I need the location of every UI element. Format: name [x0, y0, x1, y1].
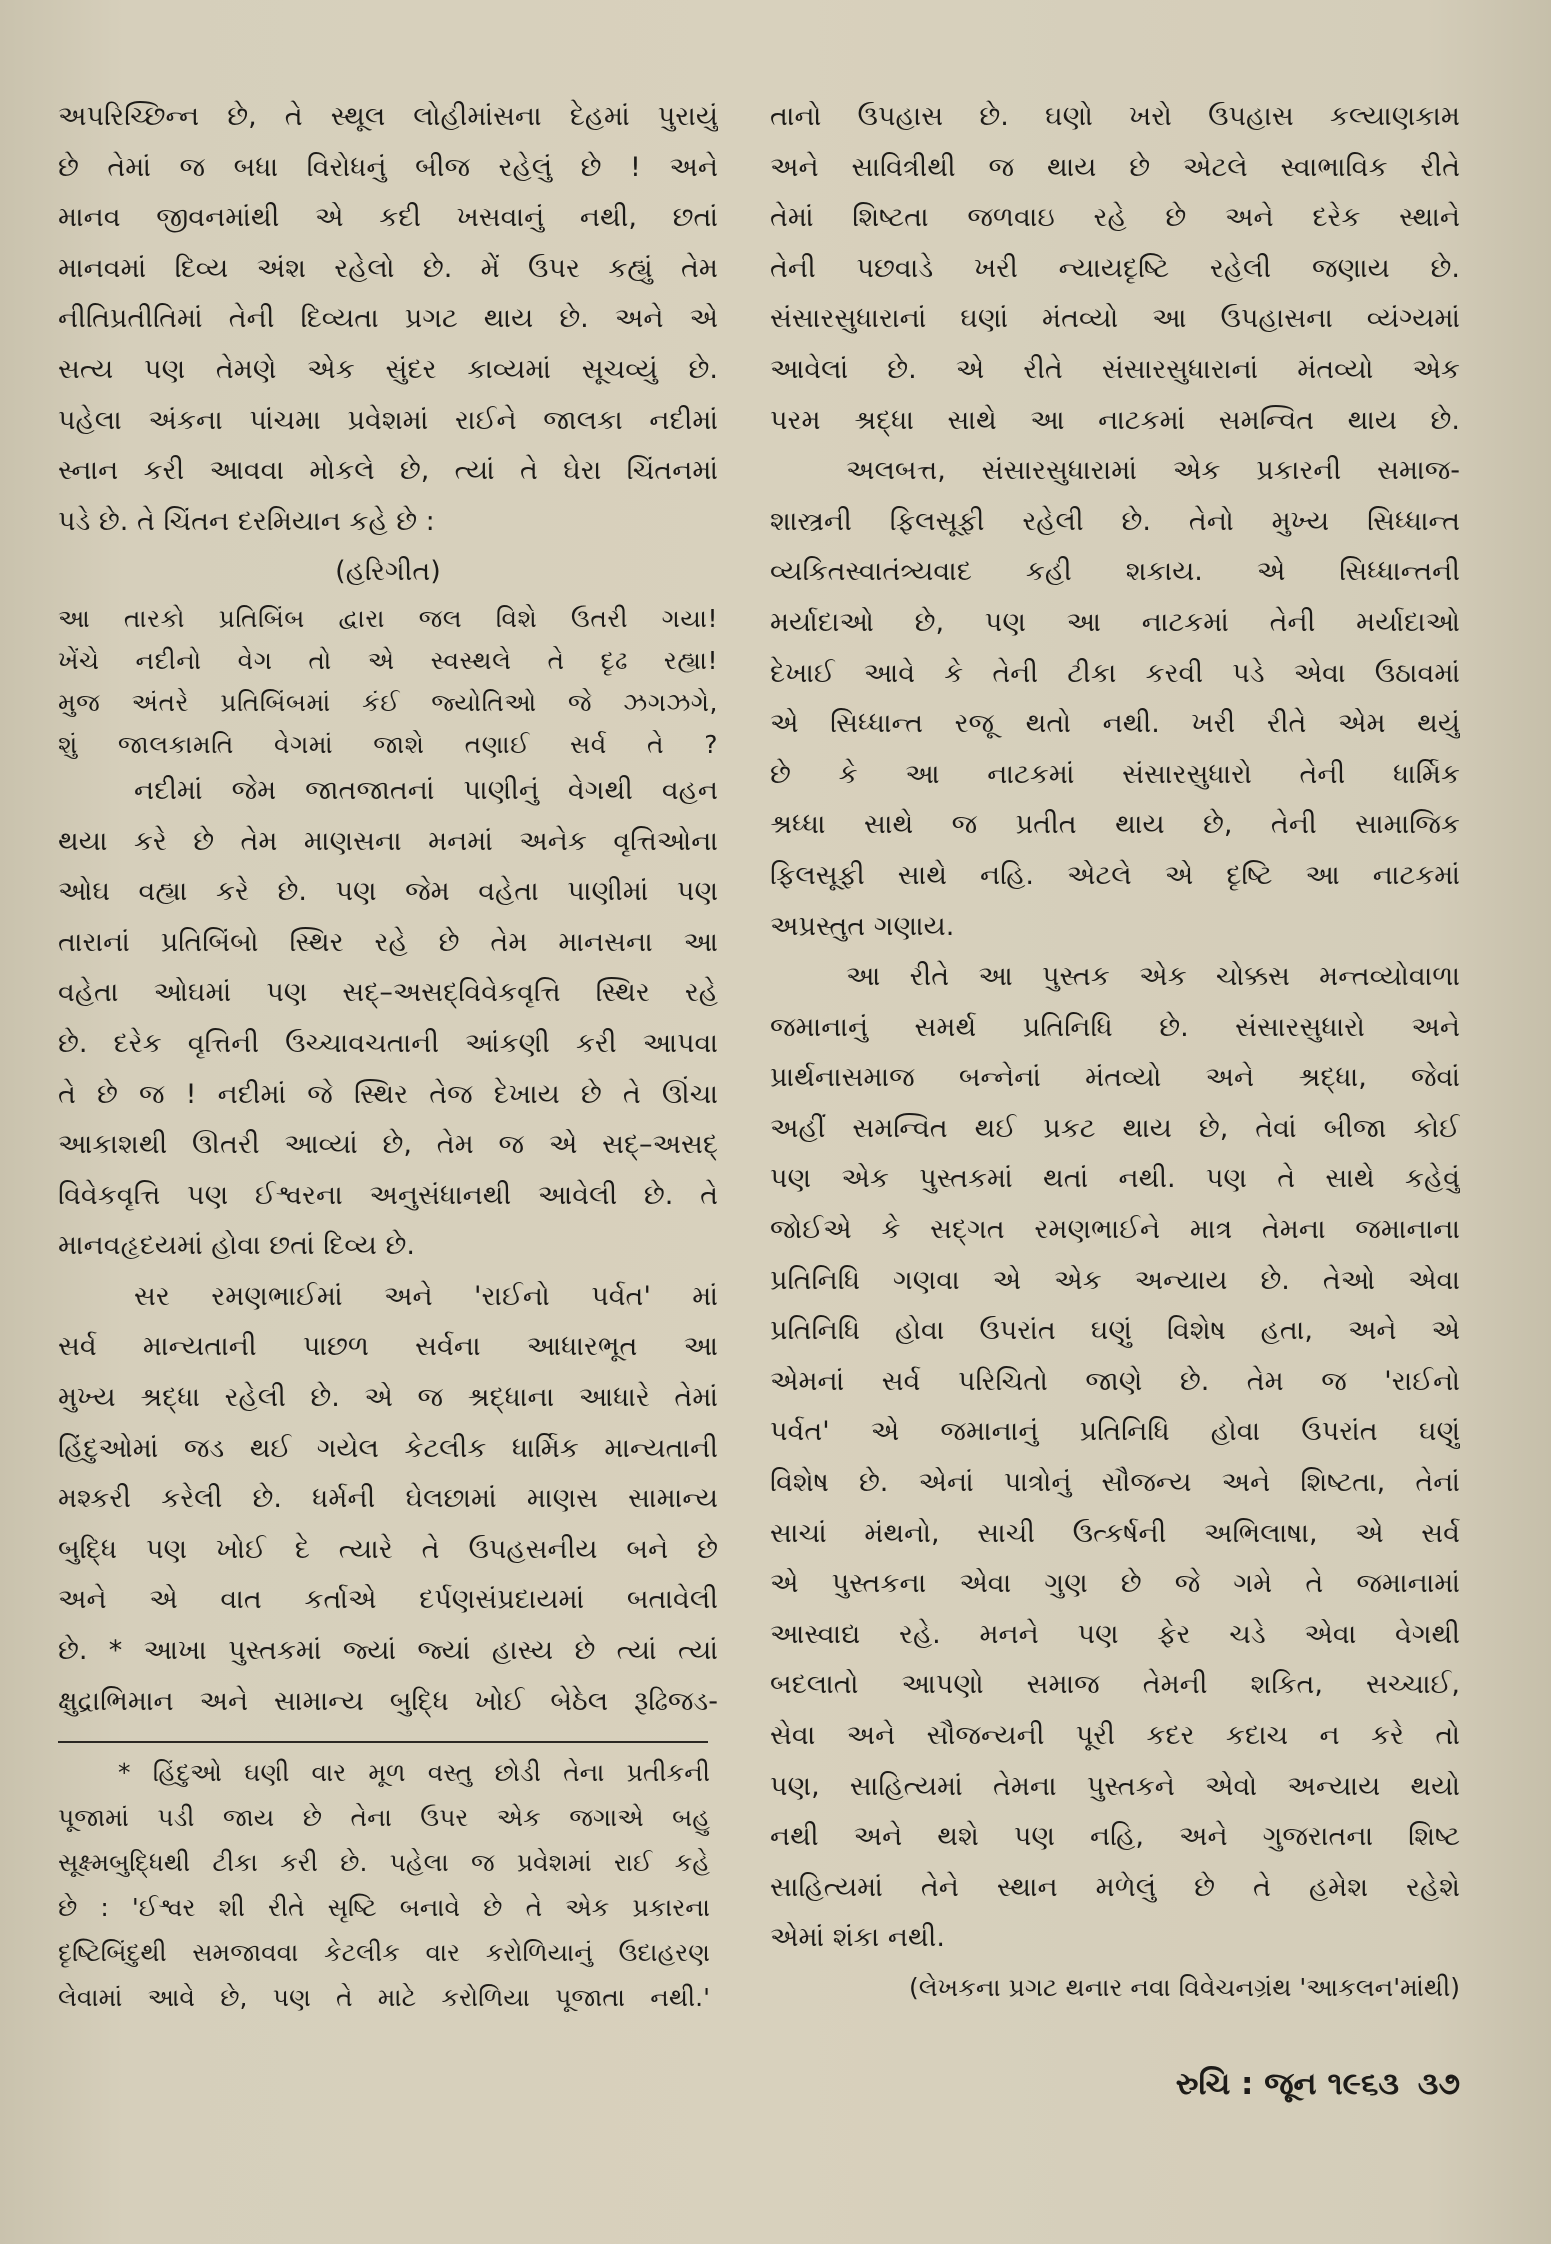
text-line: તેની પછવાડે ખરી ન્યાયદૃષ્ટિ રહેલી જણાય છે. [770, 252, 1460, 284]
text-line: સ્નાન કરી આવવા મોકલે છે, ત્યાં તે ઘેરા ચિંતનમાં [58, 455, 718, 487]
text-line: નથી અને થશે પણ નહિ, અને ગુજરાતના શિષ્ટ [770, 1821, 1460, 1853]
text-line: શ્રધ્ધા સાથે જ પ્રતીત થાય છે, તેની સામાજિક [770, 809, 1460, 841]
text-line: પ્રાર્થનાસમાજ બન્નેનાં મંતવ્યો અને શ્રદ્ધા, જેવાં [770, 1062, 1460, 1094]
text-line: સર્વ માન્યતાની પાછળ સર્વના આધારભૂત આ [58, 1331, 718, 1363]
text-line: છે તેમાં જ બધા વિરોધનું બીજ રહેલું છે ! અને [58, 151, 718, 183]
text-line: માનવ જીવનમાંથી એ કદી ખસવાનું નથી, છતાં [58, 202, 718, 234]
footnote-line: લેવામાં આવે છે, પણ તે માટે કરોળિયા પૂજાતા નથી.' [58, 1983, 710, 2012]
text-line: પર્વત' એ જમાનાનું પ્રતિનિધિ હોવા ઉપરાંત ઘણું [770, 1416, 1460, 1448]
text-line: પણ, સાહિત્યમાં તેમના પુસ્તકને એવો અન્યાય થયો [770, 1770, 1460, 1802]
verse-line: શું જાલકામતિ વેગમાં જાશે તણાઈ સર્વ તે ? [58, 729, 718, 759]
text-line: ઓઘ વહ્યા કરે છે. પણ જેમ વહેતા પાણીમાં પણ [58, 876, 718, 908]
text-line: તારાનાં પ્રતિબિંબો સ્થિર રહે છે તેમ માનસના આ [58, 926, 718, 958]
text-line: સેવા અને સૌજન્યની પૂરી કદર કદાચ ન કરે તો [770, 1720, 1460, 1751]
magazine-issue: રુચિ : જૂન ૧૯૬૩ [1175, 2066, 1399, 2102]
text-line: અલબત્ત, સંસારસુધારામાં એક પ્રકારની સમાજ- [846, 455, 1460, 487]
text-line: જમાનાનું સમર્થ પ્રતિનિધિ છે. સંસારસુધારો અને [770, 1011, 1460, 1043]
paragraph-4 [770, 92, 1460, 446]
text-line: જોઈએ કે સદ્‌ગત રમણભાઈને માત્ર તેમના જમાનાના [770, 1214, 1460, 1246]
text-line: અને સાવિત્રીથી જ થાય છે એટલે સ્વાભાવિક રીતે [770, 151, 1460, 183]
paragraph-2 [58, 766, 718, 1272]
text-line: બદલાતો આપણો સમાજ તેમની શકિત, સચ્ચાઈ, [770, 1669, 1460, 1701]
verse-line: આ તારકો પ્રતિબિંબ દ્વારા જલ વિશે ઉતરી ગયા! [58, 603, 718, 633]
text-line: એ પુસ્તકના એવા ગુણ છે જે ગમે તે જમાનામાં [770, 1568, 1460, 1600]
text-line: મર્યાદાઓ છે, પણ આ નાટકમાં તેની મર્યાદાઓ [770, 606, 1460, 638]
text-line: થયા કરે છે તેમ માણસના મનમાં અનેક વૃત્તિઓના [58, 825, 718, 857]
text-line: એ સિધ્ધાન્ત રજૂ થતો નથી. ખરી રીતે એમ થયું [770, 708, 1460, 740]
verse-line: મુજ અંતરે પ્રતિબિંબમાં કંઈ જ્યોતિઓ જે ઝગઝગે, [58, 687, 718, 717]
footnote-line: દૃષ્ટિબિંદુથી સમજાવવા કેટલીક વાર કરોળિયાનું ઉદાહરણ [58, 1938, 710, 1967]
paragraph-6 [770, 952, 1460, 1964]
text-line: આસ્વાદ્ય રહે. મનને પણ ફેર ચડે એવા વેગથી [770, 1618, 1460, 1650]
text-line: એમનાં સર્વ પરિચિતો જાણે છે. તેમ જ 'રાઈનો [770, 1365, 1460, 1397]
meter-label: (હરિગીત) [335, 556, 441, 588]
text-line: પડે છે. તે ચિંતન દરમિયાન કહે છે : [58, 505, 435, 537]
text-line: સર રમણભાઈમાં અને 'રાઈનો પર્વત' માં [134, 1280, 718, 1312]
footnote-divider [58, 1741, 708, 1743]
text-line: સાચાં મંથનો, સાચી ઉત્કર્ષની અભિલાષા, એ સર્વ [770, 1517, 1460, 1549]
text-line: વ્યકિતસ્વાતંત્ર્યવાદ કહી શકાય. એ સિધ્ધાન્તની [770, 556, 1460, 588]
text-line: તેમાં શિષ્ટતા જળવાઇ રહે છે અને દરેક સ્થાને [770, 202, 1460, 234]
paragraph-5 [770, 446, 1460, 952]
text-line: નીતિપ્રતીતિમાં તેની દિવ્યતા પ્રગટ થાય છે. અને એ [58, 303, 718, 335]
text-line: વિશેષ છે. એનાં પાત્રોનું સૌજન્ય અને શિષ્ટતા, તેનાં [770, 1467, 1460, 1499]
text-line: અને એ વાત કર્તાએ દર્પણસંપ્રદાયમાં બતાવેલી [58, 1584, 718, 1616]
footnote-line: છે : 'ઈશ્વર શી રીતે સૃષ્ટિ બનાવે છે તે એક પ્રકારના [58, 1893, 710, 1922]
text-line: વિવેકવૃત્તિ પણ ઈશ્વરના અનુસંધાનથી આવેલી છે. તે [58, 1179, 718, 1211]
text-line: માનવહૃદયમાં હોવા છતાં દિવ્ય છે. [58, 1230, 415, 1262]
text-line: દેખાઈ આવે કે તેની ટીકા કરવી પડે એવા ઉઠાવમાં [770, 657, 1460, 689]
text-line: બુદ્ધિ પણ ખોઈ દે ત્યારે તે ઉપહસનીય બને છે [58, 1533, 718, 1565]
text-line: મશ્કરી કરેલી છે. ધર્મની ઘેલછામાં માણસ સામાન્ય [58, 1483, 718, 1515]
text-line: આવેલાં છે. એ રીતે સંસારસુધારાનાં મંતવ્યો એક [770, 353, 1460, 385]
text-line: સંસારસુધારાનાં ઘણાં મંતવ્યો આ ઉપહાસના વ્યંગ્યમાં [770, 303, 1460, 335]
text-line: શાસ્ત્રની ફિલસૂફી રહેલી છે. તેનો મુખ્ય સિધ્ધાન્ત [770, 505, 1460, 537]
text-line: પણ એક પુસ્તકમાં થતાં નથી. પણ તે સાથે કહેવું [770, 1163, 1460, 1195]
text-line: ફિલસૂફી સાથે નહિ. એટલે એ દૃષ્ટિ આ નાટકમાં [770, 859, 1460, 891]
text-line: અપ્રસ્તુત ગણાય. [770, 910, 955, 942]
right-column [770, 92, 1460, 1964]
text-line: પ્રતિનિધિ ગણવા એ એક અન્યાય છે. તેઓ એવા [770, 1264, 1460, 1296]
source-note: (લેખકના પ્રગટ થનાર નવા વિવેચનગ્રંથ 'આકલન'માંથી) [909, 1973, 1460, 2002]
text-line: અપરિચ્છિન્ન છે, તે સ્થૂલ લોહીમાંસના દેહમાં પુરાયું [58, 101, 718, 132]
text-line: સત્ય પણ તેમણે એક સુંદર કાવ્યમાં સૂચવ્યું છે. [58, 353, 718, 385]
text-line: તે છે જ ! નદીમાં જે સ્થિર તેજ દેખાય છે તે ઊંચા [58, 1078, 718, 1110]
text-line: ક્ષુદ્રાભિમાન અને સામાન્ય બુદ્ધિ ખોઈ બેઠેલ રૂઢિજડ- [58, 1685, 718, 1717]
text-line: આ રીતે આ પુસ્તક એક ચોક્કસ મન્તવ્યોવાળા [846, 961, 1460, 993]
footnote-line: પૂજામાં પડી જાય છે તેના ઉપર એક જગાએ બહુ [58, 1803, 710, 1832]
text-line: વહેતા ઓઘમાં પણ સદ્‌–અસદ્‌વિવેકવૃત્તિ સ્થિર રહે [58, 977, 718, 1009]
page-number: ૩૭ [1417, 2066, 1460, 2102]
text-line: અહીં સમન્વિત થઈ પ્રકટ થાય છે, તેવાં બીજા કોઈ [770, 1112, 1460, 1144]
text-line: છે કે આ નાટકમાં સંસારસુધારો તેની ધાર્મિક [770, 758, 1460, 790]
text-line: છે. * આખા પુસ્તકમાં જ્યાં જ્યાં હાસ્ય છે ત્યાં ત્યાં [58, 1635, 718, 1667]
verse-block [58, 547, 718, 766]
paragraph-1 [58, 92, 718, 547]
text-line: હિંદુઓમાં જડ થઈ ગયેલ કેટલીક ધાર્મિક માન્યતાની [58, 1432, 718, 1464]
left-column [58, 92, 718, 1727]
text-line: નદીમાં જેમ જાતજાતનાં પાણીનું વેગથી વહન [134, 774, 718, 806]
text-line: પહેલા અંકના પાંચમા પ્રવેશમાં રાઈને જાલકા નદીમાં [58, 404, 718, 436]
text-line: પરમ શ્રદ્ધા સાથે આ નાટકમાં સમન્વિત થાય છે. [770, 404, 1460, 436]
footnote-line: * હિંદુઓ ઘણી વાર મૂળ વસ્તુ છોડી તેના પ્રતીકની [118, 1758, 710, 1787]
text-line: આકાશથી ઊતરી આવ્યાં છે, તેમ જ એ સદ્‌–અસદ્‌ [58, 1129, 718, 1161]
text-line: એમાં શંકા નથી. [770, 1922, 945, 1954]
verse-line: ખેંચે નદીનો વેગ તો એ સ્વસ્થલે તે દૃઢ રહ્યા! [58, 645, 718, 675]
text-line: માનવમાં દિવ્ય અંશ રહેલો છે. મેં ઉપર કહ્યું તેમ [58, 252, 718, 284]
text-line: તાનો ઉપહાસ છે. ઘણો ખરો ઉપહાસ કલ્યાણકામ [770, 101, 1460, 132]
page-footer [1080, 2066, 1460, 2103]
paragraph-3 [58, 1272, 718, 1727]
footnote [58, 1750, 710, 2020]
text-line: પ્રતિનિધિ હોવા ઉપરાંત ઘણું વિશેષ હતા, અને એ [770, 1315, 1460, 1347]
footnote-line: સૂક્ષ્મબુદ્ધિથી ટીકા કરી છે. પહેલા જ પ્રવેશમાં રાઈ કહે [58, 1848, 710, 1877]
text-line: મુખ્ય શ્રદ્ધા રહેલી છે. એ જ શ્રદ્ધાના આધારે તેમાં [58, 1382, 718, 1414]
text-line: સાહિત્યમાં તેને સ્થાન મળેલું છે તે હમેશ રહેશે [770, 1871, 1460, 1903]
text-line: છે. દરેક વૃત્તિની ઉચ્ચાવચતાની આંકણી કરી આપવા [58, 1027, 718, 1059]
